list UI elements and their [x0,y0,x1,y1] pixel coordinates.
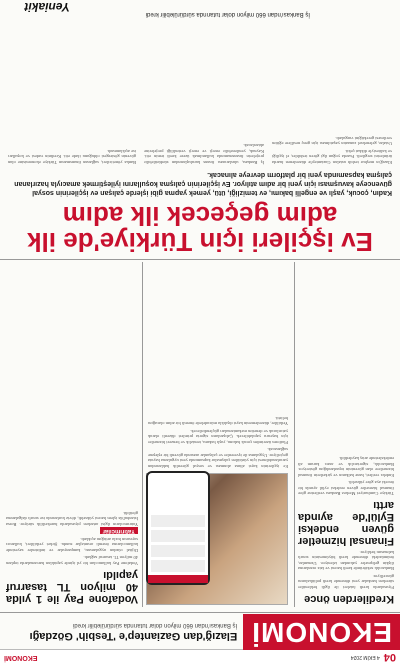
side-tag: Yatırımcılar [100,527,138,535]
left-column [298,262,394,607]
phone-app-tile [151,515,205,527]
right-column [6,262,138,607]
newspaper-logo [24,0,70,14]
logo-text-main: Yeni [45,0,70,14]
issue-date: 4 EKİM 2024 [350,654,380,661]
filler-text: İş Bankası, uluslararası finans kuruluşlarından sürdürülebilir projelerin finansmanında kullanılmak üzere kredi temin etti. Kaynak, yenilenebilir enerji ve enerji verimliliği projelerine aktarılacak. [144,143,264,165]
filler-text: Bankacılık sektöründe kredi hacmi ve faiz oranlarına ilişkin gelişmeler yakından izleniyor. Uzmanlar, önümüzdeki dönemde kredi büyümesinin sınırlı kalmasını bekliyor. [298,550,394,572]
filler-text: Yatırımcıların ilgisi artarken piyasalarda hareketlilik sürüyor. Borsa İstanbul'da işlem hacmi yükseldi, döviz kurlarında ise sınırlı dalgalanma görüldü. [6,511,138,527]
filler-text: Platform üzerinden çocuk bakımı, yaşlı bakımı, temizlik ve benzeri hizmetler için başvuru yapılabilecek. Çalışanların sigorta primleri düzenli olarak yatırılacak ve denetim mekanizmaları güçlendirilecek. [148,429,288,445]
section-label-small: EKONOMİ [4,654,38,661]
main-spot: Kadın, çocuk, yaşlı ve engelli bakımı, ev temizliği, ütü, yemek yapma gibi işlerde çalışan ev işçilerinin sosyal güvenceye kavuşması için yeni bir adım atılıyor. Ev işçilerinin çalışma koşullarını iyileştirmek amacıyla hazırlanan çalışma kapsamında yeni bir platform devreye alınacak. [14,171,392,196]
lower-column-2 [144,25,264,165]
filler-text: Ev işçilerinin kayıt altına alınması ve sosyal güvenlik haklarından yararlanabilmesi için yürütülen çalışmalar kapsamında yeni uygulama hayata geçiriliyor. Uygulama ile işverenler ve çalışanlar arasında güvenli bir eşleşme sağlanacak. [148,447,288,469]
bottom-kicker: İş Bankası'ndan 660 milyon dolar tutarında sürdürülebilir kredi [145,11,310,17]
phone-app-tile [151,530,205,542]
filler-text: Endeks verileri, hane halkının ve şirketlerin finansal hizmetlere olan güveninin toparlandığını gösteriyor. Bankacılık, sigortacılık ve aracı kurum alt endekslerinde artış kaydedildi. [298,456,394,478]
column-rule [294,262,295,607]
page-number: 04 [383,651,396,664]
lower-column-3 [8,25,136,165]
phone-app-bar [148,575,208,583]
middle-column [148,264,288,469]
filler-text: Ustalar, geleneksel zanaatın yaşatılması için genç nesillere eğitim verilmesi gerektiğini vurguladı. [272,136,392,147]
story-title: Kredilerden önce [304,593,394,605]
filler-text: Banka yöneticileri, sağlanan finansmanın Türkiye ekonomisine olan güvenin göstergesi olduğunu ifade etti. Kredinin vadesi ve koşulları ise açıklanmadı. [8,149,136,165]
story-title: Vodafone Pay ile 1 yılda 40 milyon TL tasarruf yapıldı [6,569,138,605]
divider [0,612,400,613]
story-title: Finansal hizmetler güven endeksi Eylül'de ayında arttı [298,499,394,548]
filler-text: Yetkililer, düzenlemenin kayıt dışılıkla mücadelede önemli bir adım olacağını belirtti. [148,416,288,427]
column-rule [142,262,143,607]
top-story [0,622,243,642]
phone-app-tile [151,545,205,557]
filler-text: Elazığ'ın meşhur tesbih ustaları Gaziantep'te düzenlenen fuarda ürünlerini sergiledi. Fuarda yoğun ilgi gören tesbihler, el işçiliği ve kalitesiyle dikkat çekti. [272,149,392,165]
top-story-headline: Elazığ'dan Gaziantep'e 'Tesbih' Gözdağı [29,630,238,642]
page-top-bar [0,649,400,665]
logo-text-sub: akit [24,0,46,14]
story-body: Piyasalarda kredi faizleri ile ilgili beklentiler sürerken bankalar yeni dönemde kredi politikalarını güncelliyor. [298,574,394,590]
main-headline: Ev işçileri için Türkiye'de ilk adım geçecek ilk adım [27,201,373,257]
section-title: EKONOMİ [243,614,400,650]
phone-mockup [146,471,210,585]
section-banner [0,614,400,650]
filler-text: Dijital cüzdan uygulaması, kampanyalar ve indirimler sayesinde kullanıcılarına önemli avantajlar sundu. Şirket yetkilileri, kullanıcı sayısının hızla arttığını açıkladı. [6,537,138,553]
story-body: Vodafone Pay kullanıcıları bir yıl içinde yaptıkları harcamalarda toplam 40 milyon TL tasarruf sağladı. [6,555,138,566]
story-body: Türkiye Cumhuriyet Merkez Bankası verilerine göre finansal hizmetler güven endeksi eylül ayında bir önceki aya göre yükseldi. [298,480,394,497]
lower-column-1 [272,25,392,165]
top-story-kicker: İş Bankası'ndan 660 milyon dolar tutarında sürdürülebilir kredi [72,622,238,628]
divider [0,259,400,260]
phone-app-tile [151,560,205,572]
